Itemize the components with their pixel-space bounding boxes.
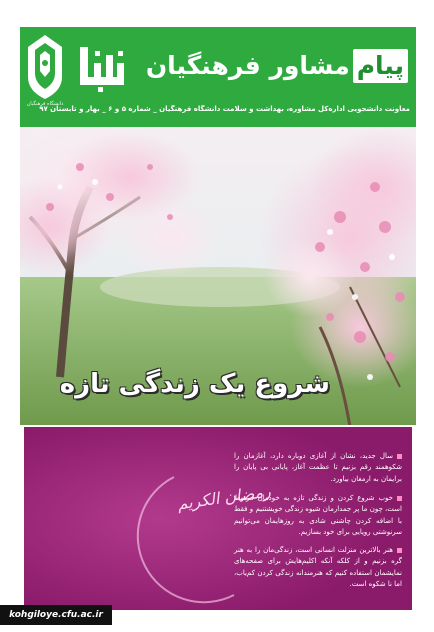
- ramadan-calligraphy: رمضان الکریم: [176, 481, 272, 514]
- article-paragraph-2: [234, 493, 402, 538]
- paragraph-2-text: خوب شروع کردن و زندگی تازه به خودمان مربوط است، چون ما پر جمدارمان شیوه زندگی خویشتنیم و فقط با اضافه کردن چاشنی شادی به روزهایمان می‌توانیم سرنوشتی رویایی برای خود بسازیم.: [234, 494, 402, 536]
- emblem-caption: دانشگاه فرهنگیان: [26, 101, 64, 107]
- paragraph-1-text: سال جدید، نشان از آغازی دوباره دارد، آغازمان را شکوهمند رقم بزنیم تا عظمت آغاز، پایانی بی پایان را برایمان به ارمغان بیاورد.: [234, 452, 402, 483]
- article-section: [20, 427, 416, 610]
- university-emblem-icon: [24, 33, 66, 103]
- article-paragraph-3: [234, 545, 402, 590]
- payam-logo-icon: [78, 43, 128, 93]
- bullet-square-icon: [397, 454, 402, 459]
- article-panel: [24, 427, 412, 610]
- cover-headline: شروع یک زندگی تازه: [59, 369, 330, 399]
- bullet-square-icon: [397, 496, 402, 501]
- publication-title: [146, 49, 408, 83]
- title-badge: پیام: [353, 49, 408, 83]
- bullet-square-icon: [397, 548, 402, 553]
- source-website-label[interactable]: kohgiloye.cfu.ac.ir: [0, 605, 112, 625]
- article-paragraph-1: [234, 451, 402, 485]
- title-rest: مشاور فرهنگیان: [145, 51, 350, 80]
- issue-subline: معاونت دانشجویی اداره‌کل مشاوره، بهداشت و سلامت دانشگاه فرهنگیان _ شماره ۵ و ۶ _ بهار و تابستان ۹۷: [39, 105, 410, 113]
- magazine-cover: [20, 27, 416, 610]
- paragraph-3-text: هنر بالاترین منزلت انسانی است، زندگی‌مان را به هنر گره بزنیم و از کلکه آنکه اکلیم‌هایش برای صفحه‌های نمایشمان استفاده کنیم که هنرمندانه زندگی کردن کم‌یاب، اما نا شکوه است.: [234, 546, 402, 588]
- cover-header: [20, 27, 416, 127]
